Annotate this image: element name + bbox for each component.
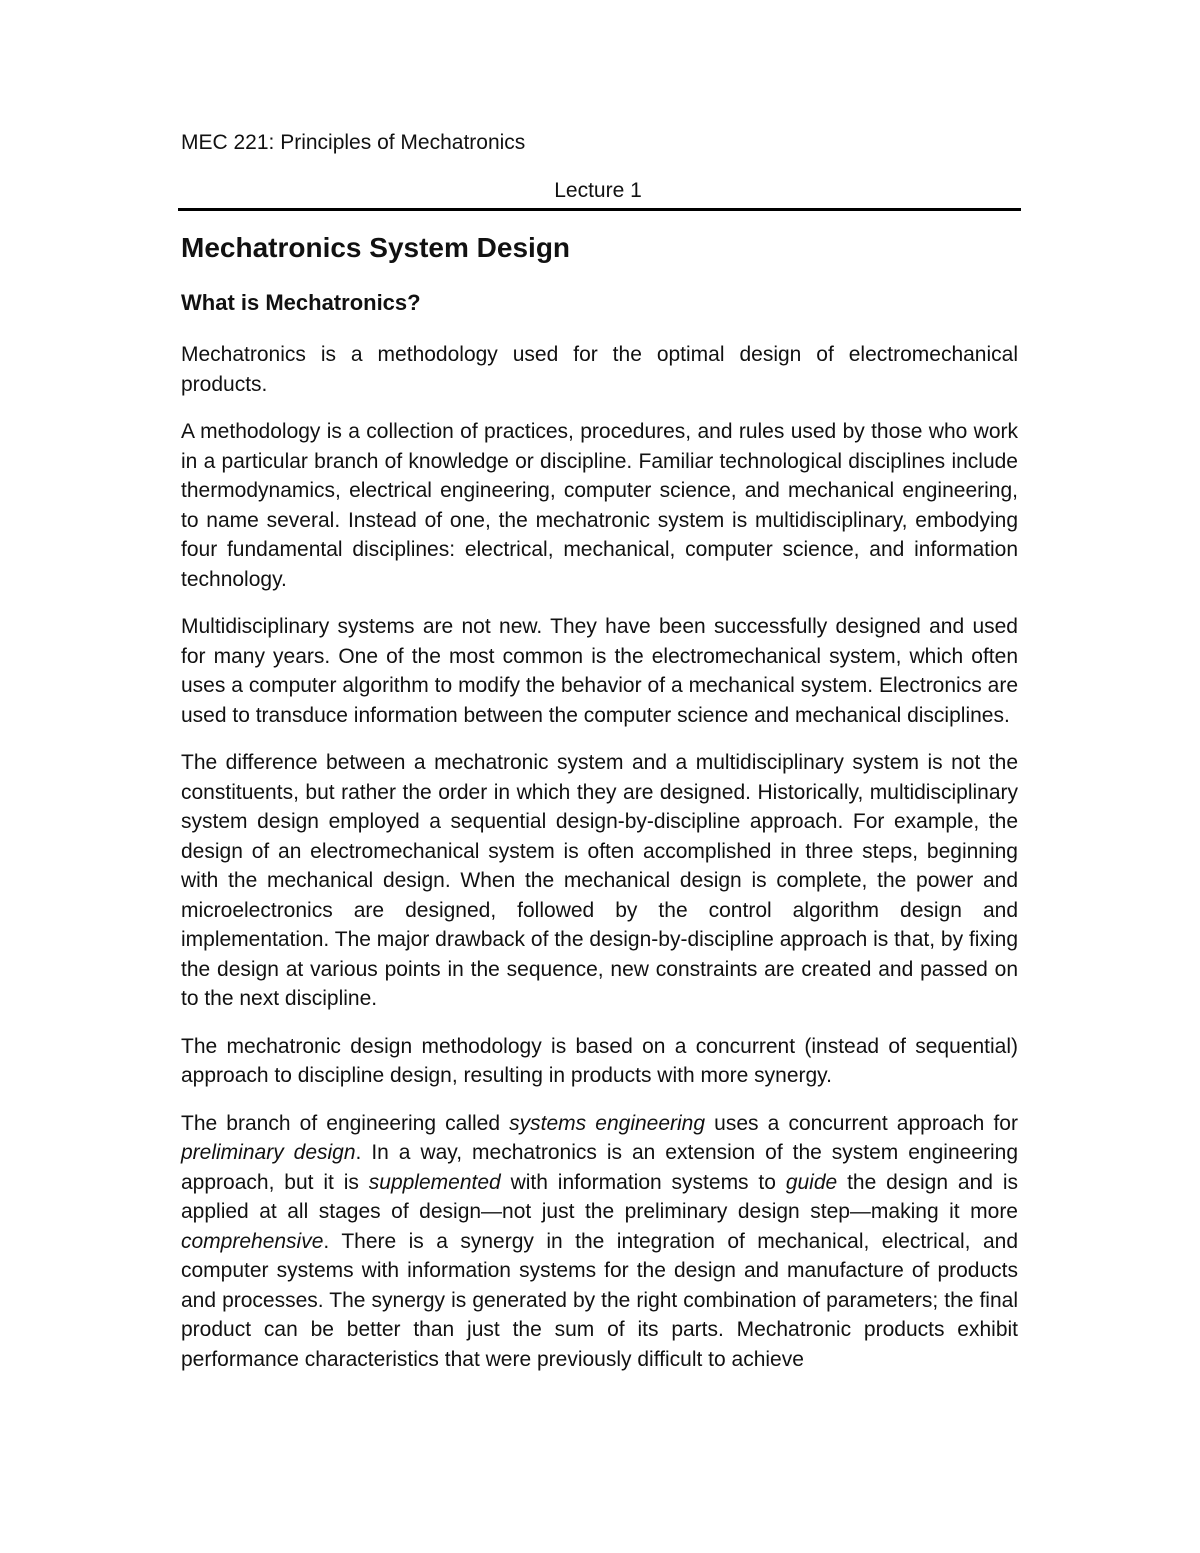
section-heading: What is Mechatronics?: [181, 290, 421, 315]
lecture-number: Lecture 1: [554, 179, 642, 202]
paragraph-3: Multidisciplinary systems are not new. They have been successfully designed and used for many years. One of the most common is the electromechanical system, which often uses a computer algorithm to modify the behavior of a mechanical system. Electronics are used to transduce information between the computer science and mechanical disciplines.: [181, 615, 1018, 727]
emphasis-supplemented: supplemented: [368, 1170, 501, 1194]
paragraph-6-text: the design and is applied at all stages of design—not just the preliminary design step—making it more: [181, 1170, 1018, 1223]
document-page: [181, 128, 1018, 1374]
paragraph-5: The mechatronic design methodology is based on a concurrent (instead of sequential) approach to discipline design, resulting in products with more synergy.: [181, 1034, 1018, 1087]
paragraph-6-text: The branch of engineering called: [181, 1111, 510, 1135]
course-title: MEC 221: Principles of Mechatronics: [181, 131, 526, 154]
emphasis-preliminary-design: preliminary design: [181, 1141, 356, 1164]
emphasis-systems-engineering: systems engineering: [509, 1111, 706, 1135]
document-title: Mechatronics System Design: [181, 232, 571, 263]
paragraph-6-text: . There is a synergy in the integration of mechanical, electrical, and computer systems with information systems for the design and manufacture of products and processes. The synergy is generated by the right combination of parameters; the final product can be better than just the sum of its parts. Mechatronic products exhibit performance characteristics that were previously difficult to achieve: [181, 1229, 1018, 1371]
paragraph-6-text: . In a way, mechatronics is an extension of the system engineering approach, but it is: [181, 1141, 1018, 1194]
emphasis-guide: guide: [785, 1170, 838, 1194]
paragraph-6-text: with information systems to: [500, 1170, 786, 1194]
header-divider: [178, 208, 1021, 211]
paragraph-2: A methodology is a collection of practices, procedures, and rules used by those who work in a particular branch of knowledge or discipline. Familiar technological disciplines include thermodynamics, electrical engineering, computer science, and mechanical engineering, to name several. Instead of one, the mechatronic system is multidisciplinary, embodying four fundamental disciplines: electrical, mechanical, computer science, and information technology.: [181, 420, 1018, 591]
paragraph-6-text: uses a concurrent approach for: [705, 1111, 1018, 1135]
paragraph-4: The difference between a mechatronic system and a multidisciplinary system is not the constituents, but rather the order in which they are designed. Historically, multidisciplinary system design employed a sequential design-by-discipline approach. For example, the design of an electromechanical system is often accomplished in three steps, beginning with the mechanical design. When the mechanical design is complete, the power and microelectronics are designed, followed by the control algorithm design and implementation. The major drawback of the design-by-discipline approach is that, by fixing the design at various points in the sequence, new constraints are created and passed on to the next discipline.: [181, 751, 1018, 1010]
paragraph-6: [181, 1109, 1018, 1375]
paragraph-1: Mechatronics is a methodology used for the optimal design of electromechanical products.: [181, 343, 1018, 396]
emphasis-comprehensive: comprehensive: [181, 1229, 324, 1253]
